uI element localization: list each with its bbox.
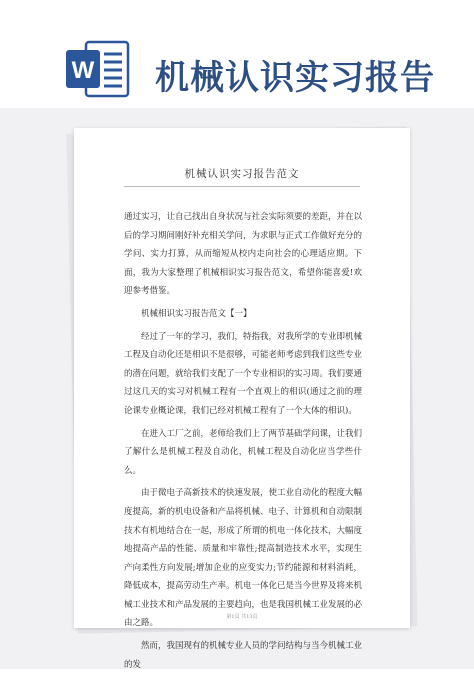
paragraph: 由于微电子高新技术的快速发展，使工业自动化的程度大幅度提高，新的机电设备和产品将机械、电子、计算机和自动限制技术有机地结合在一起，形成了所谓的机电一体化技术，大幅度地提高产品的性能、质量和牢靠性;提高制造技术水平，实现生产向柔性方向发展;增加企业的应变实力;节约能源和材料消耗，降低成本，提高劳动生产率。机电一体化已是当今世界及将来机械工业技术和产品发展的主要趋向，也是我国机械工业发展的必由之路。 [124, 488, 363, 629]
paragraph: 然而，我国现有的机械专业人员的学问结构与当今机械工业的发 [124, 641, 363, 670]
page-footer: 第1页 共13页 [226, 614, 258, 620]
document-title: 机械认识实习报告范文 [184, 168, 300, 180]
paragraph-intro: 通过实习，让自己找出自身状况与社会实际须要的差距，并在以后的学习期间刚好补充相关学问，为求职与正式工作做好充分的学问、实力打算，从而缩短从校内走向社会的心理适应期。下面，我为大家整理了机械相识实习报告范文，希望你能喜爱!欢迎参考借鉴。 [124, 212, 363, 297]
section-heading: 机械相识实习报告范文【一】 [141, 308, 252, 319]
title-divider [124, 186, 360, 187]
paragraph: 在进入工厂之前，老师给我们上了两节基础学问课，让我们了解什么是机械工程及自动化，机械工程及自动化应当学些什么。 [124, 428, 363, 476]
document-body [124, 208, 362, 678]
header-banner [0, 0, 474, 108]
word-logo-icon [64, 40, 130, 98]
banner-title: 机械认识实习报告 [155, 58, 435, 98]
paragraph: 经过了一年的学习，我们，特指我，对我所学的专业即机械工程及自动化还是相识不是很够，可能老师考虑到我们这些专业的潜在问题，就给我们支配了一个专业相识的实习周。我们要通过这几天的实习对机械工程有一个直观上的相识(通过之前的理论课专业概论课，我们已经对机械工程有了一个大体的相识)。 [124, 331, 363, 416]
document-page [74, 128, 410, 670]
word-logo-letter: W [71, 57, 95, 84]
